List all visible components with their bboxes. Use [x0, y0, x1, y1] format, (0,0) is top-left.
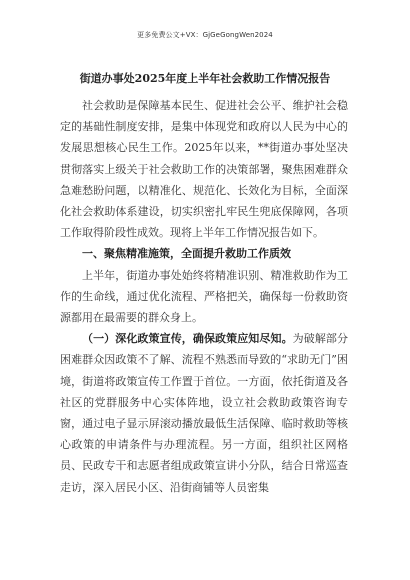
subsection-body: 为破解部分困难群众因政策不了解、流程不熟悉而导致的“求助无门”困境，街道将政策宣传工作置于首位。一方面，依托街道及各社区的党群服务中心实体阵地，设立社会救助政策咨询专窗，通过电子显示屏滚动播放最低生活保障、临时救助等核心政策的申请条件与办理流程。另一方面，组织社区网格员、民政专干和志愿者组成政策宣讲小分队，结合日常巡查走访，深入居民小区、沿街商铺等人员密集: [60, 332, 349, 494]
document-body: [60, 95, 348, 498]
section-paragraph: 上半年，街道办事处始终将精准识别、精准救助作为工作的生命线，通过优化流程、严格把关，确保每一份救助资源都用在最需要的群众身上。: [60, 268, 348, 325]
section-heading: 一、聚焦精准施策，全面提升救助工作质效: [82, 247, 291, 261]
subsection-paragraph: [60, 328, 348, 498]
subsection-heading: （一）深化政策宣传，确保政策应知尽知。: [82, 332, 293, 346]
intro-paragraph: 社会救助是保障基本民生、促进社会公平、维护社会稳定的基础性制度安排，是集中体现党和政府以人民为中心的发展思想核心民生工作。2025年以来，**街道办事处坚决贯彻落实上级关于社会救助工作的决策部署，聚焦困难群众急难愁盼问题，以精准化、规范化、长效化为目标，全面深化社会救助体系建设，切实织密扎牢民生兜底保障网，各项工作取得阶段性成效。现将上半年工作情况报告如下。: [60, 99, 348, 240]
header-note: 更多免费公文+VX：GjGeGongWen2024: [137, 31, 273, 39]
document-title: 街道办事处2025年度上半年社会救助工作情况报告: [79, 72, 331, 85]
